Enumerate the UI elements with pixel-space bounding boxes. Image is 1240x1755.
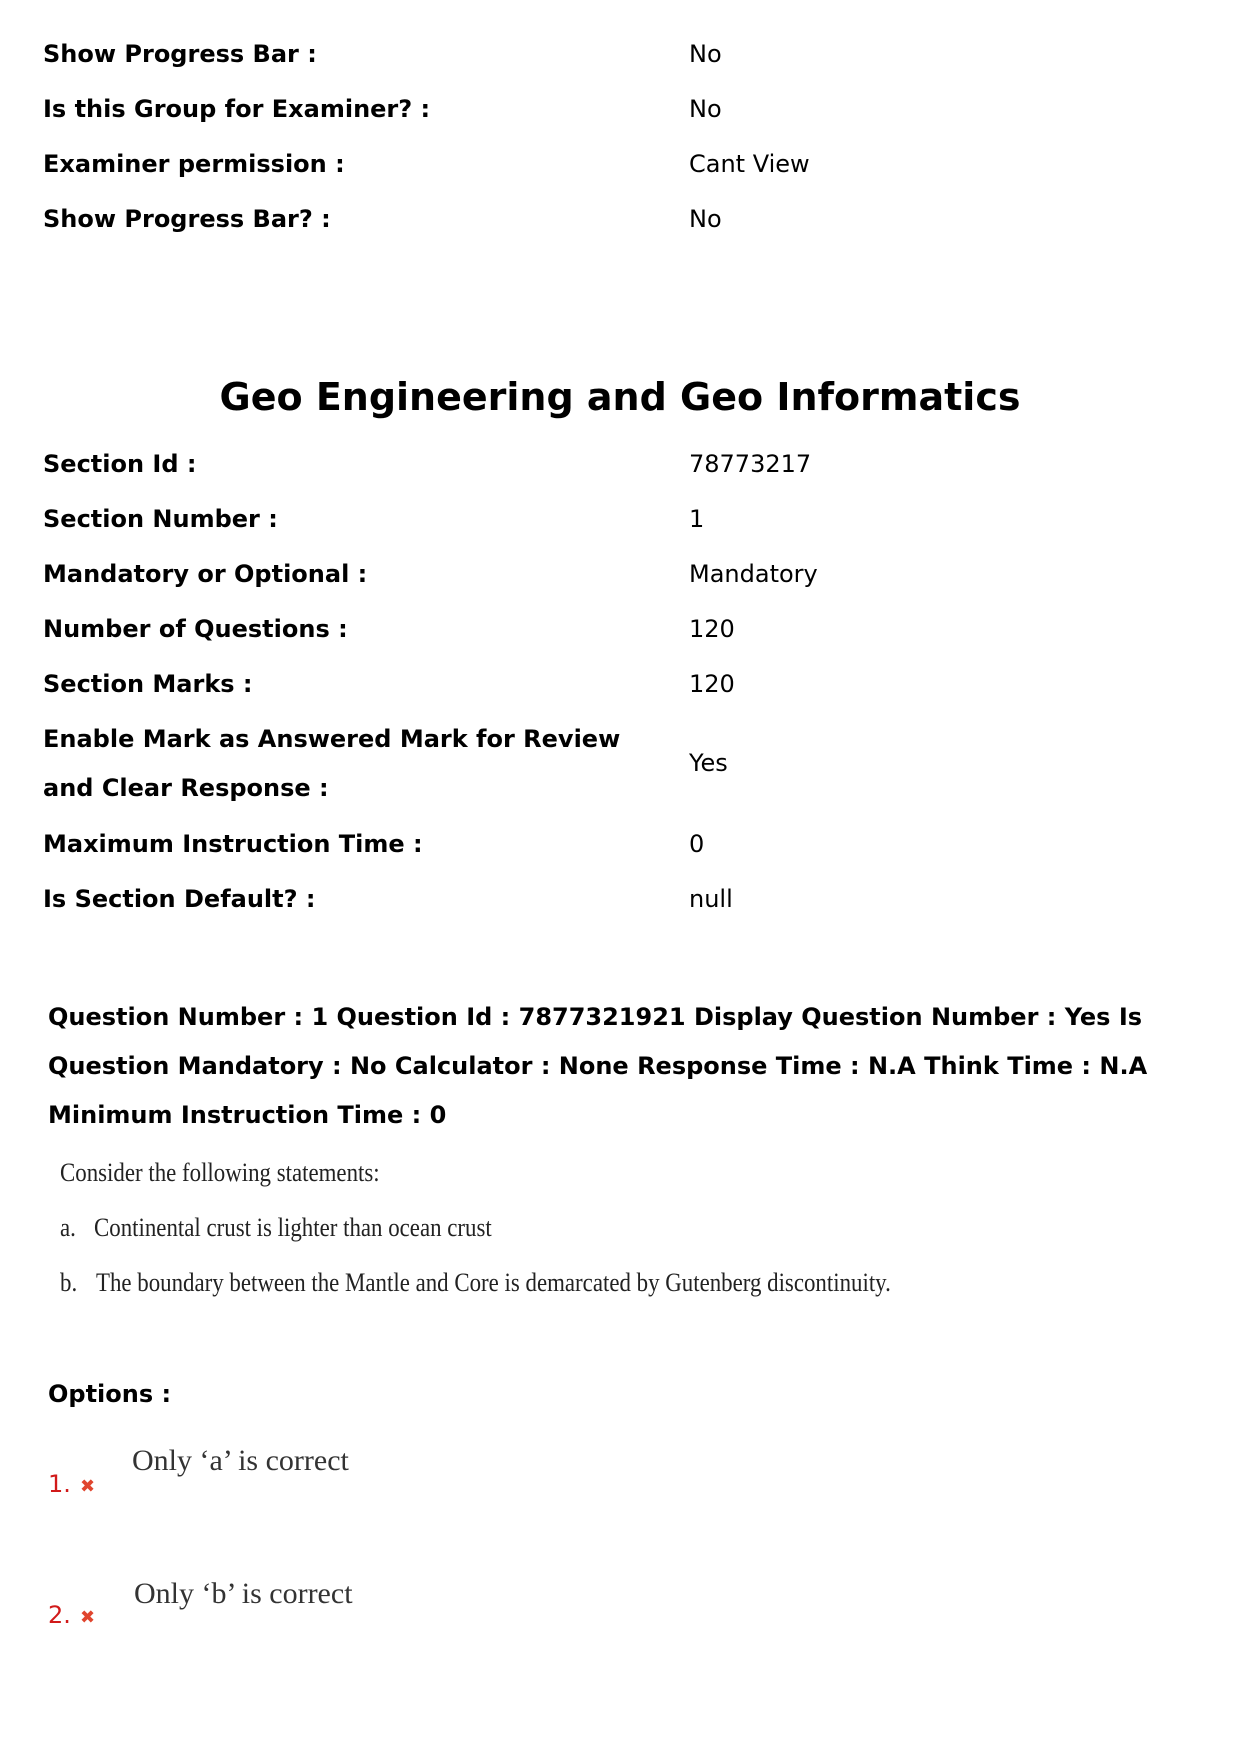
option-number: 1. (48, 1470, 71, 1498)
setting-label: Examiner permission : (43, 150, 345, 178)
field-value: 78773217 (689, 450, 812, 478)
setting-value: No (689, 205, 722, 233)
field-value: null (689, 885, 733, 913)
field-label: Section Id : (43, 450, 197, 478)
setting-label: Show Progress Bar? : (43, 205, 331, 233)
setting-label: Show Progress Bar : (43, 40, 317, 68)
field-value: 1 (689, 505, 705, 533)
option-number: 2. (48, 1601, 71, 1629)
section-field-row (43, 715, 1203, 815)
question-intro: Consider the following statements: (60, 1158, 380, 1187)
field-value: Mandatory (689, 560, 818, 588)
field-label: Section Marks : (43, 670, 253, 698)
cross-icon: ✖ (80, 1476, 96, 1497)
option-text: Only ‘b’ is correct (134, 1577, 353, 1610)
option-text: Only ‘a’ is correct (132, 1444, 349, 1477)
setting-label: Is this Group for Examiner? : (43, 95, 431, 123)
field-label: Is Section Default? : (43, 885, 316, 913)
field-label: Number of Questions : (43, 615, 348, 643)
setting-value: Cant View (689, 150, 810, 178)
field-value: 120 (689, 670, 735, 698)
options-label: Options : (48, 1380, 172, 1408)
section-title: Geo Engineering and Geo Informatics (219, 375, 1021, 419)
field-value: 0 (689, 830, 705, 858)
statement-text: Continental crust is lighter than ocean crust (94, 1213, 492, 1242)
field-value: 120 (689, 615, 735, 643)
cross-icon: ✖ (80, 1607, 96, 1628)
field-label: Maximum Instruction Time : (43, 830, 423, 858)
setting-value: No (689, 40, 722, 68)
statement-marker: a. (60, 1213, 76, 1242)
statement-text: The boundary between the Mantle and Core is demarcated by Gutenberg discontinuity. (96, 1268, 891, 1297)
field-label: Mandatory or Optional : (43, 560, 368, 588)
field-label: Enable Mark as Answered Mark for Review and Clear Response : (43, 725, 621, 802)
field-value: Yes (689, 749, 728, 777)
statement-marker: b. (60, 1268, 78, 1297)
question-header: Question Number : 1 Question Id : 7877321921 Display Question Number : Yes Is Question Mandatory : No Calculator : None Response Time : N.A Think Time : N.A Minimum Instruction Time : 0 (48, 1003, 1148, 1129)
field-label: Section Number : (43, 505, 278, 533)
setting-value: No (689, 95, 722, 123)
